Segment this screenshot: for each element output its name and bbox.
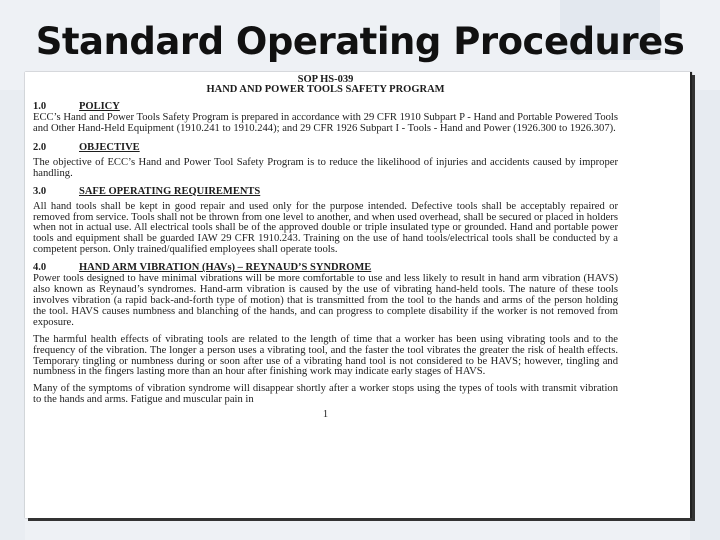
section-paragraph: ECC’s Hand and Power Tools Safety Program is prepared in accordance with 29 CFR 1910 Subpart P - Hand and Portable Powered Tools and Other Hand-Held Equipment (1910.241 to 1910.244); and 29 CFR 1926 Subpart I - Tools - Hand and Power (1926.300 to 1926.307). xyxy=(33,112,618,134)
sop-id: SOP HS-039 xyxy=(297,74,354,85)
section-paragraph: Power tools designed to have minimal vibrations will be more comfortable to use and less likely to result in hand arm vibration (HAVS) also known as Reynaud’s syndromes. Hand-arm vibration is caused by the use of vibrating hand-held tools. The nature of these tools involves vibration (a rapid back-and-forth type of motion) that is transmitted from the tool to the hands and arms of the person holding the tool. HAVS causes numbness and blanching of the hands, and can progress to complete disability if the worker is not removed from exposure. xyxy=(33,273,618,328)
section-paragraph: All hand tools shall be kept in good repair and used only for the purpose intended. Defective tools shall be acceptably repaired or removed from service. Tools shall not be thrown from one level to another, and when used overhead, shall be secured or placed in holders when not in actual use. All electrical tools shall be of the approved double or triple insulated type or grounded. Hand and portable power tools and equipment shall be guarded IAW 29 CFR 1910.243. Training on the use of hand tools/electrical tools shall be conducted by a competent person. Only trained/qualified employees shall operate tools. xyxy=(33,200,618,256)
sop-document-image xyxy=(25,72,692,518)
slide-title: Standard Operating Procedures xyxy=(35,20,685,63)
section-title: HAND ARM VIBRATION (HAVs) – REYNAUD’S SYNDROME xyxy=(79,262,372,274)
page-number: 1 xyxy=(322,409,329,421)
section-title: OBJECTIVE xyxy=(79,141,140,153)
program-title: HAND AND POWER TOOLS SAFETY PROGRAM xyxy=(206,84,445,95)
section-number: 1.0 xyxy=(33,101,47,112)
section-number: 4.0 xyxy=(33,262,47,274)
section-title: SAFE OPERATING REQUIREMENTS xyxy=(79,185,261,197)
section-number: 3.0 xyxy=(33,185,47,197)
section-heading xyxy=(33,185,618,198)
section-title: POLICY xyxy=(79,101,120,112)
section-paragraph: The harmful health effects of vibrating tools are related to the length of time that a worker has been using vibrating tools and to the frequency of the vibration. The longer a person uses a vibrating tool, and the faster the tool vibrates the greater the risk of health effects. Temporary tingling or numbness during or soon after use of a vibrating hand tool is not considered to be HAVS; however, tingling and numbness in the fingers lasting more than an hour after finishing work may indicate early stages of HAVS. xyxy=(33,333,618,378)
section-paragraph: Many of the symptoms of vibration syndrome will disappear shortly after a worker stops using the types of tools with transmit vibration to the hands and arms. Fatigue and muscular pain in xyxy=(33,383,618,406)
background-decoration xyxy=(0,90,25,540)
section-paragraph: The objective of ECC’s Hand and Power Tool Safety Program is to reduce the likelihood of injuries and accidents caused by improper handling. xyxy=(33,156,618,179)
section-number: 2.0 xyxy=(33,141,47,153)
section-heading xyxy=(33,141,618,154)
background-decoration xyxy=(690,90,720,540)
